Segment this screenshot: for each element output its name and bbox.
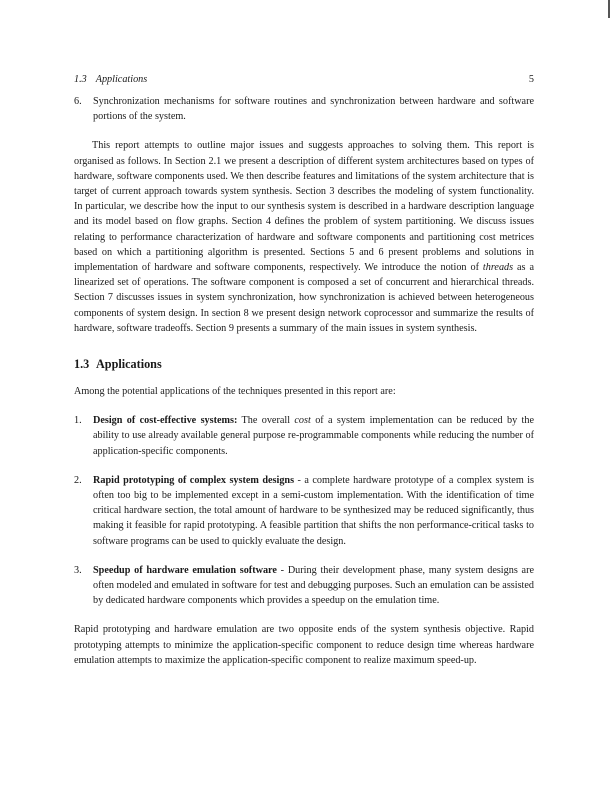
application-text: - During their development phase, many system designs are often modeled and emulated in software for test and debugging purposes. Such an emulation can be assisted by dedicated hardware components which provides a speedup on the emulation time. [93,564,534,607]
header-section-number: 1.3 [74,74,87,85]
application-title: Rapid prototyping of complex system designs [93,474,295,486]
application-text: The overall [237,415,295,427]
section-intro: Among the potential applications of the techniques presented in this report are: [74,386,396,398]
section-heading [74,356,534,372]
application-item [74,413,534,459]
application-title: Speedup of hardware emulation software [93,564,277,576]
page-body [74,94,534,668]
list-index: 3. [74,564,82,576]
section-number: 1.3 [74,357,90,372]
application-item [74,563,534,609]
running-header [74,74,534,85]
application-item [74,473,534,549]
application-title: Design of cost-effective systems: [93,415,238,427]
list-item-text: Synchronization mechanisms for software routines and synchronization between hardware and software portions of the system. [93,96,534,123]
scan-edge-mark [608,0,610,18]
list-index: 1. [74,415,82,427]
list-index: 2. [74,474,82,486]
application-text-cont: of a system implementation can be reduced by the ability to use already available general purpose re-programmable components while reducing the number of application-specific components. [93,415,534,457]
overview-paragraph [74,138,534,336]
list-index: 6. [74,96,82,107]
list-item-6 [74,94,534,124]
emphasis-cost: cost [294,415,311,427]
emphasis-threads: threads [482,262,514,274]
overview-text-2: as a linearized set of operations. The software component is composed a set of concurrent and hierarchical threads. Section 7 discusses issues in system synchronization, how synchronization is achieved between heterogeneous components of system design. In section 8 we present design network coprocessor and summarize the results of hardware, software tradeoffs. Section 9 presents a summary of the main issues in system synthesis. [74,262,534,334]
page-number: 5 [528,74,534,85]
section-title: Applications [96,357,162,372]
closing-paragraph: Rapid prototyping and hardware emulation are two opposite ends of the system synthesis objective. Rapid prototyping attempts to minimize the application-specific component to reduce design time whereas hardware emulation attempts to maximize the application-specific component to realize maximum speed-up. [74,624,534,666]
running-header-section [74,74,147,85]
header-section-title: Applications [95,74,148,85]
overview-text-1: This report attempts to outline major issues and suggests approaches to solving them. This report is organised as follows. In Section 2.1 we present a description of different system architectures based on types of hardware, software components used. We then describe features and limitations of the system architecture that is target of current approach towards system synthesis. Section 3 describes the modeling of system functionality. In particular, we describe how the input to our synthesis system is described in a hardware description language and its model based on flow graphs. Section 4 defines the problem of system partitioning. We discuss issues relating to performance characterization of hardware and software components and partitioning cost metrices based on which a partitioning algorithm is presented. Sections 5 and 6 present problems and solutions in implementation of hardware and software components, respectively. We introduce the notion of [74,140,534,274]
application-text: - a complete hardware prototype of a complex system is often too big to be implemented except in a semi-custom implementation. With the identification of time critical hardware section, the total amount of hardware to be synthesized may be reduced significantly, thus making it feasible for rapid prototyping. A feasible partition that shifts the non performance-critical tasks to software programs can be used to quickly evaluate the design. [93,474,534,547]
